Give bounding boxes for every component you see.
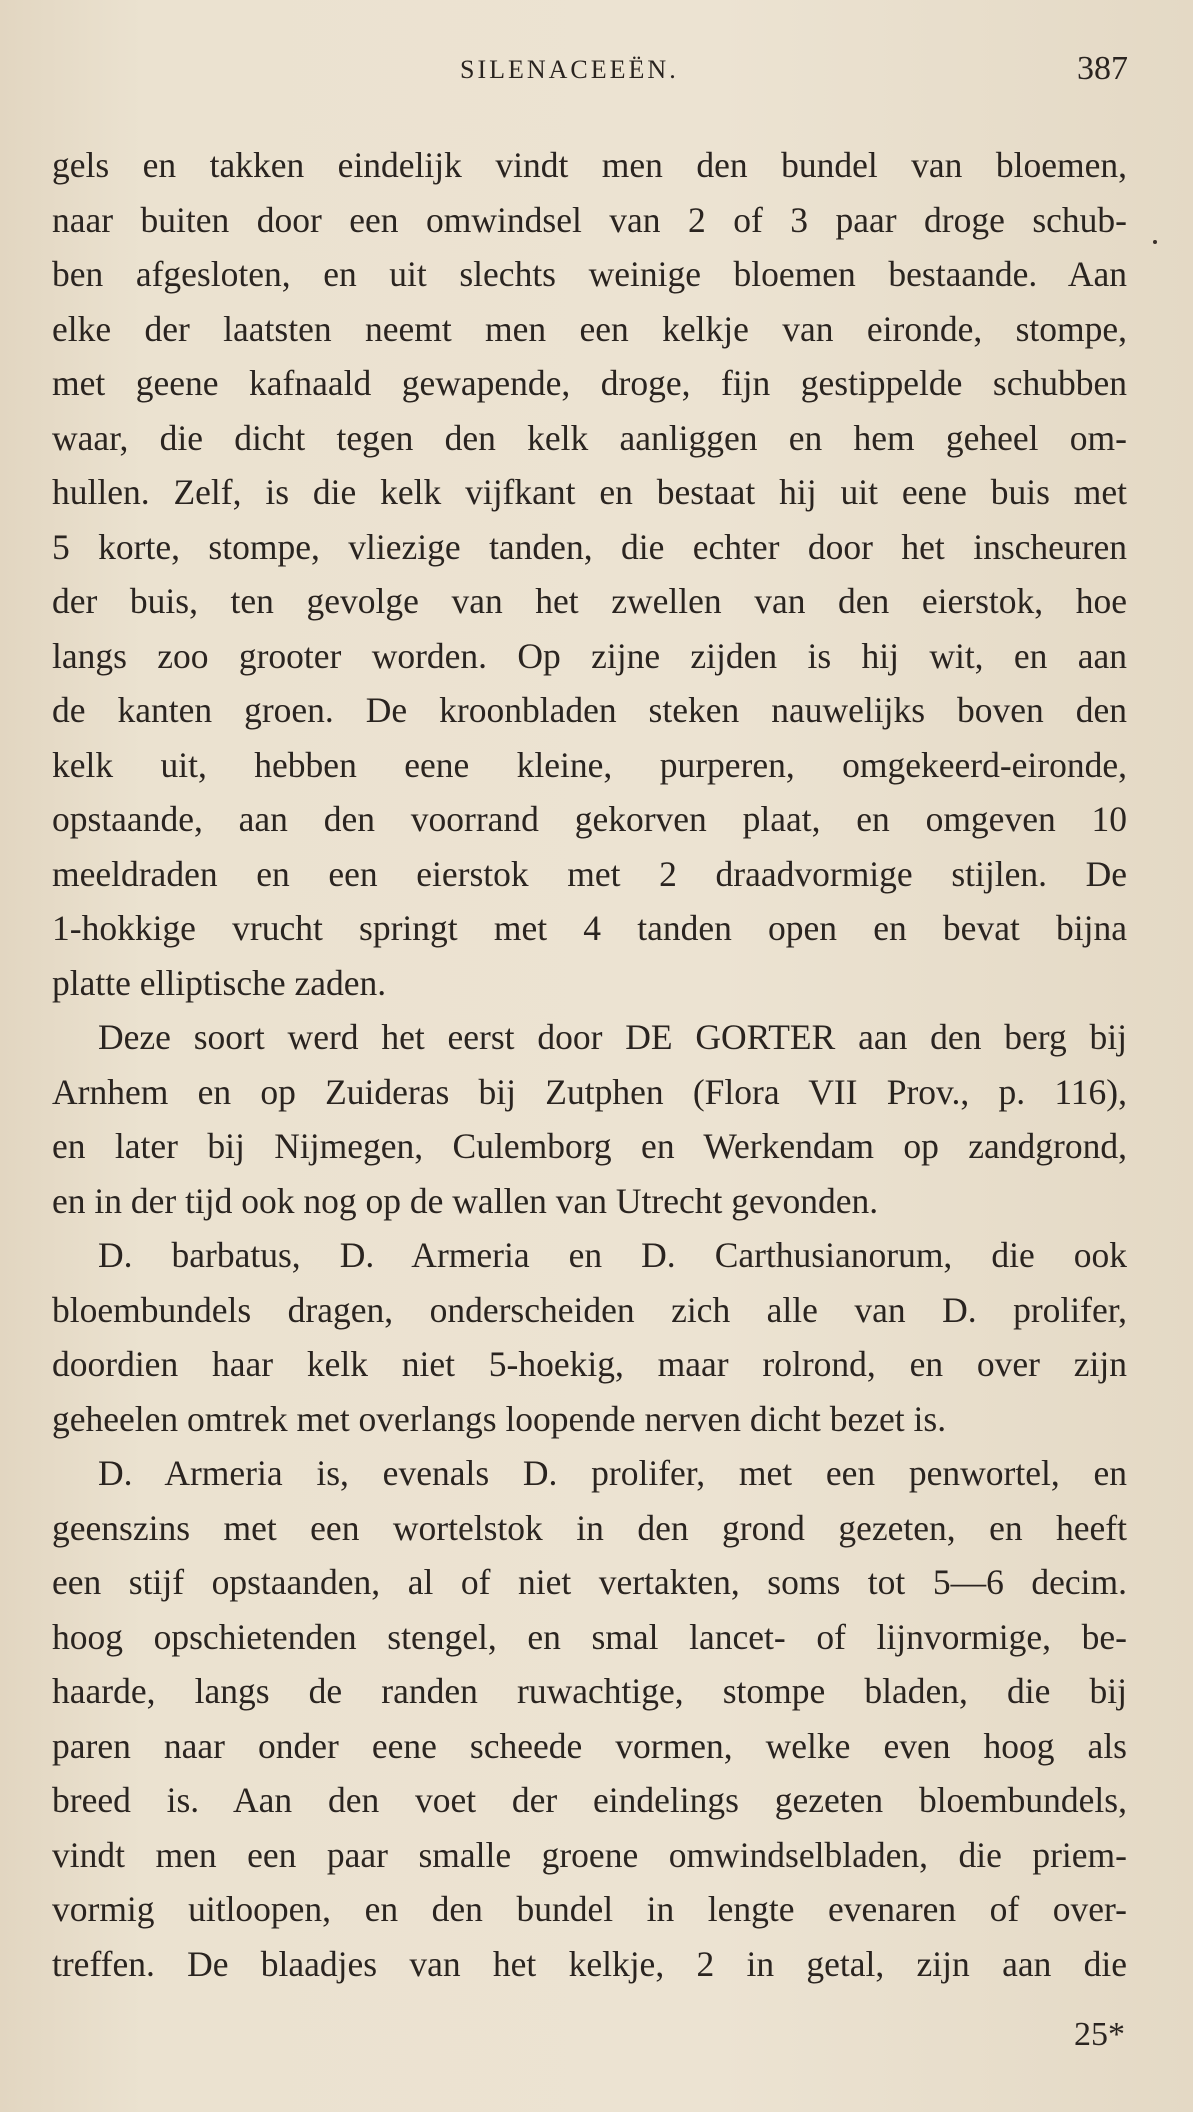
text-line: platte elliptische zaden. bbox=[52, 962, 387, 1003]
text-line: haarde, langs de randen ruwachtige, stompe bladen, die bij bbox=[52, 1671, 1127, 1711]
text-line: kelk uit, hebben eene kleine, purperen, omgekeerd-eironde, bbox=[52, 744, 1127, 785]
text-line: 1-hokkige vrucht springt met 4 tanden open en bevat bijna bbox=[52, 908, 1127, 948]
text-line: meeldraden en een eierstok met 2 draadvormige stijlen. De bbox=[52, 853, 1127, 894]
text-line: hullen. Zelf, is die kelk vijfkant en bestaat hij uit eene buis met bbox=[52, 472, 1127, 512]
text-line: geheelen omtrek met overlangs loopende nerven dicht bezet is. bbox=[52, 1398, 947, 1439]
text-line: breed is. Aan den voet der eindelings gezeten bloembundels, bbox=[52, 1780, 1127, 1820]
text-line: geenszins met een wortelstok in den grond gezeten, en heeft bbox=[52, 1507, 1127, 1548]
text-line: ben afgesloten, en uit slechts weinige bloemen bestaande. Aan bbox=[52, 254, 1127, 294]
text-line: D. Armeria is, evenals D. prolifer, met een penwortel, en bbox=[98, 1453, 1127, 1493]
text-line: naar buiten door een omwindsel van 2 of 3 paar droge schub- bbox=[52, 199, 1127, 240]
page-number: 387 bbox=[1077, 50, 1128, 87]
ink-speck bbox=[1153, 240, 1157, 244]
text-line: bloembundels dragen, onderscheiden zich alle van D. prolifer, bbox=[52, 1289, 1127, 1330]
text-line: 5 korte, stompe, vliezige tanden, die echter door het inscheuren bbox=[52, 526, 1127, 567]
text-line: langs zoo grooter worden. Op zijne zijden is hij wit, en aan bbox=[52, 635, 1127, 676]
text-line: waar, die dicht tegen den kelk aanliggen en hem geheel om- bbox=[52, 417, 1127, 458]
text-line: Deze soort werd het eerst door DE GORTER aan den berg bij bbox=[98, 1017, 1127, 1057]
running-head: SILENACEEËN. bbox=[460, 55, 679, 84]
signature-mark: 25* bbox=[1074, 2016, 1125, 2053]
text-line: paren naar onder eene scheede vormen, welke even hoog als bbox=[52, 1725, 1127, 1766]
text-line: treffen. De blaadjes van het kelkje, 2 in getal, zijn aan die bbox=[52, 1943, 1127, 1984]
text-line: vormig uitloopen, en den bundel in lengte evenaren of over- bbox=[52, 1889, 1127, 1929]
text-line: hoog opschietenden stengel, en smal lancet- of lijnvormige, be- bbox=[52, 1616, 1127, 1657]
text-line: een stijf opstaanden, al of niet vertakten, soms tot 5—6 decim. bbox=[52, 1562, 1127, 1602]
text-line: vindt men een paar smalle groene omwindselbladen, die priem- bbox=[52, 1834, 1127, 1875]
body-text bbox=[52, 138, 1127, 1991]
text-line: D. barbatus, D. Armeria en D. Carthusianorum, die ook bbox=[98, 1235, 1127, 1275]
text-line: met geene kafnaald gewapende, droge, fijn gestippelde schubben bbox=[52, 363, 1127, 403]
text-line: doordien haar kelk niet 5-hoekig, maar rolrond, en over zijn bbox=[52, 1344, 1127, 1384]
text-line: en later bij Nijmegen, Culemborg en Werkendam op zandgrond, bbox=[52, 1126, 1127, 1166]
text-line: gels en takken eindelijk vindt men den bundel van bloemen, bbox=[52, 145, 1127, 185]
text-line: de kanten groen. De kroonbladen steken nauwelijks boven den bbox=[52, 690, 1127, 730]
text-line: opstaande, aan den voorrand gekorven plaat, en omgeven 10 bbox=[52, 799, 1127, 839]
text-line: en in der tijd ook nog op de wallen van Utrecht gevonden. bbox=[52, 1180, 879, 1221]
text-line: der buis, ten gevolge van het zwellen van den eierstok, hoe bbox=[52, 581, 1127, 621]
text-line: elke der laatsten neemt men een kelkje van eironde, stompe, bbox=[52, 308, 1127, 349]
text-line: Arnhem en op Zuideras bij Zutphen (Flora VII Prov., p. 116), bbox=[52, 1071, 1127, 1112]
